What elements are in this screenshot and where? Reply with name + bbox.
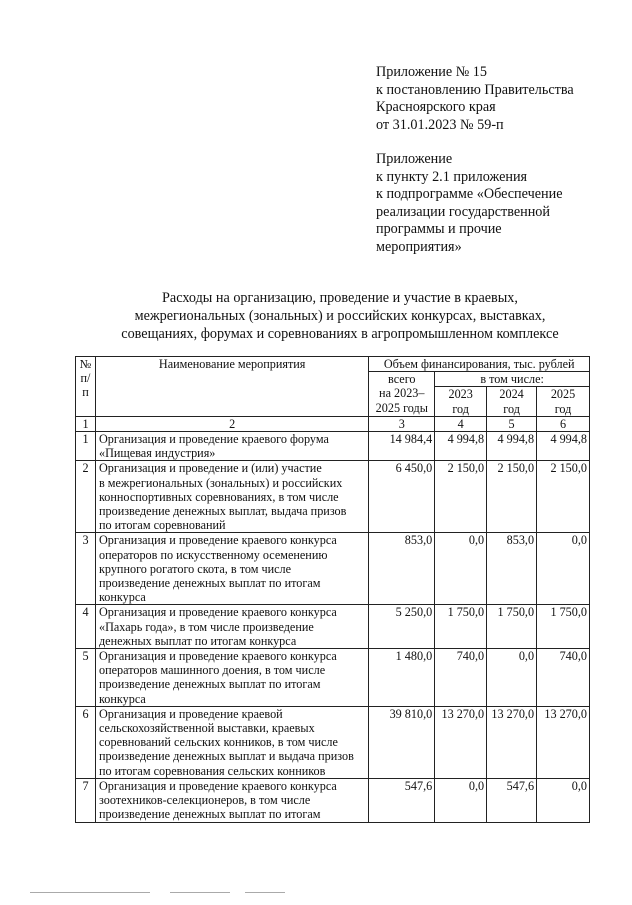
row-name-line: по итогам соревнования сельских конников <box>98 763 326 778</box>
row-2023: 0,0 <box>435 533 487 605</box>
appendix-line: от 31.01.2023 № 59-п <box>376 116 504 133</box>
row-name-line: произведение денежных выплат, выдача призов <box>98 504 347 519</box>
row-name-line: «Пищевая индустрия» <box>98 446 216 461</box>
table-row <box>76 432 590 461</box>
table-row <box>76 706 590 778</box>
column-number: 3 <box>369 416 435 431</box>
row-name-line: Организация и проведение краевого конкурса <box>98 649 337 664</box>
row-total: 14 984,4 <box>369 432 435 461</box>
appendix-line: к постановлению Правительства <box>376 81 574 98</box>
header-2024: 2024 год <box>487 387 537 416</box>
row-name-line: денежных выплат по итогам конкурса <box>98 633 297 648</box>
row-total: 39 810,0 <box>369 706 435 778</box>
table-row <box>76 649 590 707</box>
row-number: 1 <box>76 432 96 461</box>
row-name-line: Организация и проведение краевого конкурса <box>98 778 337 793</box>
row-2024: 1 750,0 <box>487 605 537 649</box>
row-number: 3 <box>76 533 96 605</box>
appendix-line: Приложение <box>376 151 453 167</box>
row-total: 547,6 <box>369 778 435 822</box>
header-including: в том числе: <box>435 372 590 387</box>
row-number: 5 <box>76 649 96 707</box>
row-2023: 1 750,0 <box>435 605 487 649</box>
row-name-line: Организация и проведение краевого конкурса <box>98 605 337 620</box>
row-total: 6 450,0 <box>369 461 435 533</box>
table-row <box>76 533 590 605</box>
row-2025: 740,0 <box>537 649 590 707</box>
row-name-line: крупного рогатого скота, в том числе <box>98 561 292 576</box>
row-2025: 2 150,0 <box>537 461 590 533</box>
table-row <box>76 605 590 649</box>
row-2025: 0,0 <box>537 533 590 605</box>
header-2023: 2023 год <box>435 387 487 416</box>
row-number: 6 <box>76 706 96 778</box>
row-total: 1 480,0 <box>369 649 435 707</box>
row-2024: 853,0 <box>487 533 537 605</box>
row-name-line: произведение денежных выплат по итогам <box>98 576 321 591</box>
header-row <box>76 357 590 372</box>
header-total: всего на 2023– 2025 годы <box>369 372 435 417</box>
row-name-line: Организация и проведение и (или) участие <box>98 461 322 476</box>
header-name: Наименование мероприятия <box>95 357 368 417</box>
row-2024: 547,6 <box>487 778 537 822</box>
row-name-line: Организация и проведение краевой <box>98 706 283 721</box>
row-number: 2 <box>76 461 96 533</box>
row-2023: 13 270,0 <box>435 706 487 778</box>
row-name-line: конноспортивных соревнованиях, в том числе <box>98 489 339 504</box>
row-name-line: в межрегиональных (зональных) и российских <box>98 475 343 490</box>
row-2023: 740,0 <box>435 649 487 707</box>
title-line: совещаниях, форумах и соревнованиях в агропромышленном комплексе <box>121 326 559 342</box>
row-name-line: зоотехников-селекционеров, в том числе <box>98 793 311 808</box>
header-num: № п/п <box>76 357 96 417</box>
row-2023: 4 994,8 <box>435 432 487 461</box>
row-2025: 4 994,8 <box>537 432 590 461</box>
row-total: 5 250,0 <box>369 605 435 649</box>
column-number: 4 <box>435 416 487 431</box>
column-number: 2 <box>95 416 368 431</box>
row-name <box>95 533 368 605</box>
appendix-line: Приложение № 15 <box>376 64 487 80</box>
row-name <box>95 706 368 778</box>
row-name-line: конкурса <box>98 691 146 706</box>
row-name-line: сельскохозяйственной выставки, краевых <box>98 721 315 736</box>
appendix-line: к пункту 2.1 приложения <box>376 168 528 185</box>
row-name-line: операторов по искусственному осеменению <box>98 547 328 562</box>
expenses-table <box>75 356 590 823</box>
row-name-line: произведение денежных выплат и выдача призов <box>98 749 354 764</box>
table-row <box>76 778 590 822</box>
appendix-subheader <box>376 151 563 256</box>
column-number-row <box>76 416 590 431</box>
row-name-line: «Пахарь года», в том числе произведение <box>98 619 314 634</box>
row-name <box>95 649 368 707</box>
appendix-line: к подпрограмме «Обеспечение <box>376 186 563 202</box>
row-name-line: операторов машинного доения, в том числе <box>98 663 326 678</box>
row-name-line: произведение денежных выплат по итогам <box>98 807 321 822</box>
row-2025: 13 270,0 <box>537 706 590 778</box>
title-line: межрегиональных (зональных) и российских конкурсах, выставках, <box>134 308 546 324</box>
row-total: 853,0 <box>369 533 435 605</box>
header-2025: 2025 год <box>537 387 590 416</box>
appendix-line: программы и прочие <box>376 221 502 237</box>
document-title <box>60 289 620 343</box>
row-name-line: Организация и проведение краевого форума <box>98 432 329 447</box>
appendix-line: реализации государственной <box>376 203 550 220</box>
row-name <box>95 778 368 822</box>
row-2023: 2 150,0 <box>435 461 487 533</box>
row-number: 7 <box>76 778 96 822</box>
header-funding: Объем финансирования, тыс. рублей <box>369 357 590 372</box>
row-2025: 1 750,0 <box>537 605 590 649</box>
row-name-line: Организация и проведение краевого конкурса <box>98 533 337 548</box>
row-number: 4 <box>76 605 96 649</box>
row-name <box>95 461 368 533</box>
row-2024: 13 270,0 <box>487 706 537 778</box>
column-number: 1 <box>76 416 96 431</box>
row-2024: 2 150,0 <box>487 461 537 533</box>
appendix-line: Красноярского края <box>376 99 496 115</box>
column-number: 6 <box>537 416 590 431</box>
row-name <box>95 605 368 649</box>
row-name-line: соревнований сельских конников, в том числе <box>98 735 338 750</box>
row-name-line: произведение денежных выплат по итогам <box>98 677 321 692</box>
title-line: Расходы на организацию, проведение и участие в краевых, <box>162 290 518 306</box>
row-name-line: конкурса <box>98 590 146 605</box>
row-name <box>95 432 368 461</box>
row-2024: 4 994,8 <box>487 432 537 461</box>
row-2024: 0,0 <box>487 649 537 707</box>
row-2025: 0,0 <box>537 778 590 822</box>
appendix-line: мероприятия» <box>376 238 462 255</box>
table-row <box>76 461 590 533</box>
row-name-line: по итогам соревнований <box>98 518 226 533</box>
row-2023: 0,0 <box>435 778 487 822</box>
appendix-header <box>376 64 574 134</box>
column-number: 5 <box>487 416 537 431</box>
